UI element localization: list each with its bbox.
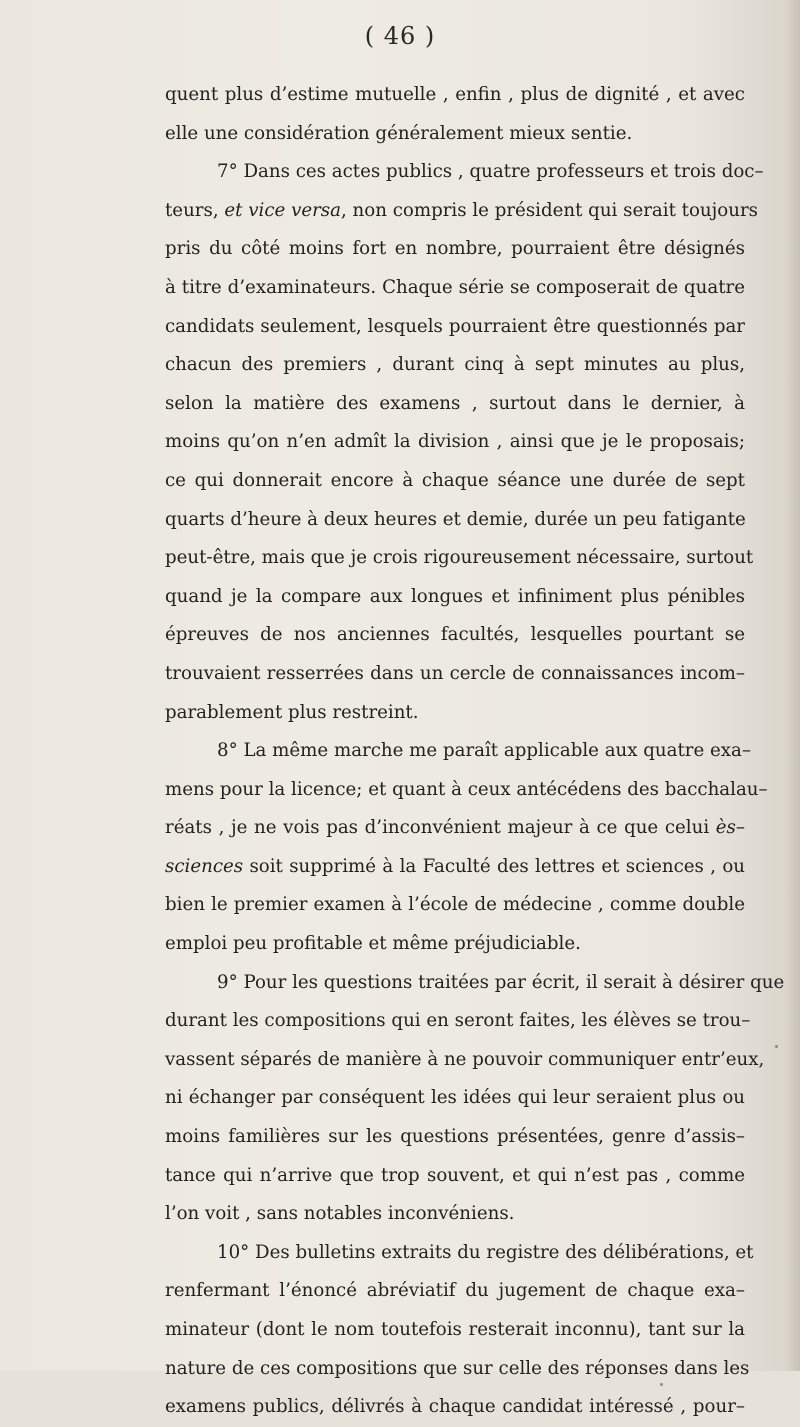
text-line: bien le premier examen à l’école de médecine , comme double [165,894,745,916]
text-line: emploi peu profitable et même préjudiciable. [165,933,581,955]
text-line: à titre d’examinateurs. Chaque série se composerait de quatre [165,276,745,298]
paper-fleck [775,1045,778,1048]
text-line: ni échanger par conséquent les idées qui leur seraient plus ou [165,1087,745,1109]
text-segment: teurs, [165,199,225,221]
italic-phrase: ès– [715,817,745,839]
text-line: tance qui n’arrive que trop souvent, et qui n’est pas , comme [165,1164,745,1186]
paragraph-7-start: 7° Dans ces actes publics , quatre professeurs et trois doc– [217,161,764,183]
text-line: chacun des premiers , durant cinq à sept minutes au plus, [165,354,745,376]
text-line: candidats seulement, lesquels pourraient être questionnés par [165,315,745,337]
paragraph-9-start: 9° Pour les questions traitées par écrit, il serait à désirer que [217,971,785,993]
text-line: nature de ces compositions que sur celle des réponses dans les [165,1357,750,1379]
text-line: minateur (dont le nom toutefois resterait inconnu), tant sur la [165,1319,745,1340]
text-line: quand je la compare aux longues et infiniment plus pénibles [165,585,745,607]
paragraph-8-start: 8° La même marche me paraît applicable aux quatre exa– [217,740,751,762]
italic-phrase: sciences [165,855,244,877]
text-line: selon la matière des examens , surtout dans le dernier, à [165,392,745,414]
text-line-with-italic [165,809,745,848]
text-line: durant les compositions qui en seront faites, les élèves se trou– [165,1010,751,1032]
paper-fleck [660,1383,663,1386]
text-line: quarts d’heure à deux heures et demie, durée un peu fatigante [165,508,746,530]
text-line: mens pour la licence; et quant à ceux antécédens des bacchalau– [165,778,768,800]
text-line: peut-être, mais que je crois rigoureusement nécessaire, surtout [165,547,754,569]
page-edge-shadow [786,0,800,1371]
text-segment: réats , je ne vois pas d’inconvénient majeur à ce que celui [165,817,716,839]
text-line-with-italic [165,192,758,231]
text-line: trouvaient resserrées dans un cercle de connaissances incom– [165,662,745,684]
text-line: renfermant l’énoncé abréviatif du jugement de chaque exa– [165,1280,745,1302]
paragraph-10-start: 10° Des bulletins extraits du registre des délibérations, et [217,1241,754,1263]
text-line: pris du côté moins fort en nombre, pourraient être désignés [165,238,745,260]
text-line: épreuves de nos anciennes facultés, lesquelles pourtant se [165,624,745,646]
italic-phrase: et vice versa [224,199,341,221]
text-line: ce qui donnerait encore à chaque séance une durée de sept [165,469,745,491]
text-line: parablement plus restreint. [165,701,419,723]
text-segment: , non compris le président qui serait toujours [340,199,758,221]
text-line: examens publics, délivrés à chaque candidat intéressé , pour– [165,1396,745,1418]
text-line: vassent séparés de manière à ne pouvoir communiquer entr’eux, [165,1048,765,1070]
text-line: quent plus d’estime mutuelle , enfin , plus de dignité , et avec [165,84,745,105]
text-line: elle une considération généralement mieux sentie. [165,122,633,144]
text-line-with-italic [165,848,745,887]
page-number: ( 46 ) [364,22,436,50]
text-line: l’on voit , sans notables inconvéniens. [165,1203,515,1225]
text-line: moins qu’on n’en admît la division , ainsi que je le proposais; [165,431,745,453]
body-text [165,76,785,1427]
text-line: moins familières sur les questions présentées, genre d’assis– [165,1126,745,1148]
text-segment: soit supprimé à la Faculté des lettres et sciences , ou [243,855,745,877]
